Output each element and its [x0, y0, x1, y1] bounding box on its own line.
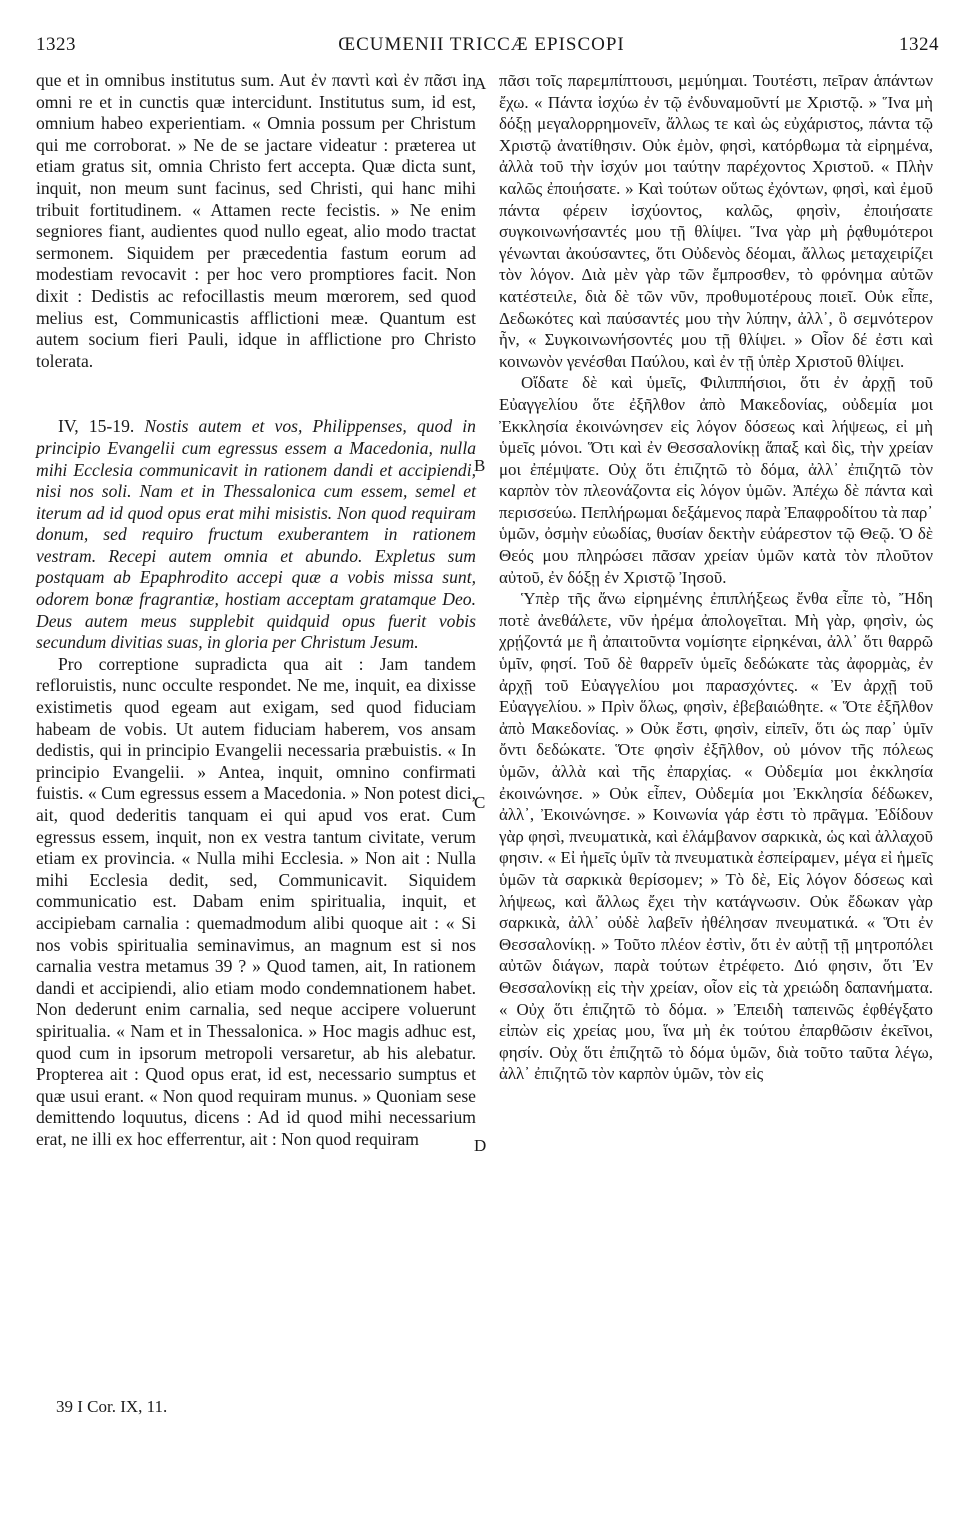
- latin-paragraph-1: que et in omnibus institutus sum. Aut ἐν παντὶ καὶ ἐν πᾶσι in omni re et in cunctis quæ intercidunt. Institutus sum, id est, omnium habeo experientiam. « Omnia possum per Christum qui me corroborat. » Ne de se jactare videatur : præterea ut etiam gratus sit, omnia Christo fert accepta. Quæ dicta sunt, inquit, non meum sunt facinus, sed Christi, qui hanc mihi tribuit fortitudinem. « Attamen recte fecistis. » Ne enim segniores fiant, audientes quod nullo egeat, alio modo tractat sermonem. Siquidem per præcedentia fastum eorum ad modestiam revocavit : per hoc vero promptiores facit. Non dixit : Dedistis ac refocillastis meum mœrorem, sed quod melius est, Communicastis afflictioni meæ. Quantum est autem socium fieri Pauli, idque in afflictione pro Christo tolerata.: [36, 70, 476, 371]
- greek-paragraph-3: Ὑπὲρ τῆς ἄνω εἰρημένης ἐπιπλήξεως ἔνθα εἶπε τὸ, Ἤδη ποτὲ ἀνεθάλετε, νῦν ἠρέμα ἀπολογεῖται. Μὴ γὰρ, φησὶν, ὡς χρῄζοντά με ἢ ἀπαιτοῦντα νομίσητε εἰρηκέναι, ἀλλ᾽ ὅτι θαρρῶ ὑμῖν, φησί. Τοῦ δὲ θαρρεῖν ὑμεῖς δεδώκατε τὰς ἀφορμὰς, ἐν ἀρχῇ τοῦ Εὐαγγελίου μοι παρασχόντες. « Ἐν ἀρχῇ τοῦ Εὐαγγελίου. » Πρὶν ὅλως, φησὶν, ἐβεβαιώθητε. « Ὅτε ἐξῆλθον ἀπὸ Μακεδονίας. » Οὐκ ἔστι, φησὶν, εἰπεῖν, ὅτι ὡς παρ᾽ ὑμῖν ὄντι δεδώκατε. Ὅτε φησὶν ἐξῆλθον, οὐ μόνον τῆς πόλεως ὑμῶν, ἀλλὰ καὶ τῆς ἐπαρχίας. « Οὐδεμία μοι ἐκκλησία ἐκοινώνησε. » Οὐκ εἶπεν, Οὐδεμία μοι Ἐκκλησία δέδωκεν, ἀλλ᾽, Ἐκοινώνησε. » Κοινωνία γάρ ἐστι τὸ πρᾶγμα. Ἐδίδουν γὰρ φησὶ, πνευματικὰ, καὶ ἐλάμβανον σαρκικὰ, ὡς καὶ ἀλλαχοῦ φησιν. « Εἰ ἡμεῖς ὑμῖν τὰ πνευματικὰ ἐσπείραμεν, μέγα εἰ ἡμεῖς ὑμῶν τὰ σαρκικὰ θερίσομεν; » Τὸ δὲ, Εἰς λόγον δόσεως καὶ λήψεως, καὶ ἄλλως ἔχει τὴν κατάγνωσιν. Οὐκ ἔδωκαν γὰρ σαρκικὰ, ἀλλ᾽ οὐδὲ λαβεῖν ἠθέλησαν πνευματικά. « Ὅτι ἐν Θεσσαλονίκῃ. » Τοῦτο πλέον ἐστὶν, ὅτι ἐν αὐτῇ τῇ μητροπόλει αὐτῶν διάγων, παρὰ τούτων ἐτρέφετο. Διό φησιν, ὅτι Ἐν Θεσσαλονίκῃ εἰς τὴν χρείαν, οἷον εἰς τὰ χρειώδη δαπανήματα. « Οὐχ ὅτι ἐπιζητῶ τὸ δόμα. » Ἐπειδὴ ταπεινῶς ἐφθέγξατο εἰπὼν εἰς χρείας μου, ἵνα μὴ ἐκ τούτου ἐπαρθῶσιν ἐκεῖνοι, φησίν. Οὐχ ὅτι ἐπιζητῶ τὸ δόμα ὑμῶν, διὰ τοῦτο ταῦτα λέγω, ἀλλ᾽ ἐπιζητῶ τὸν καρπὸν ὑμῶν, τὸν εἰς: [499, 589, 933, 1084]
- greek-paragraph-2: Οἴδατε δὲ καὶ ὑμεῖς, Φιλιππήσιοι, ὅτι ἐν ἀρχῇ τοῦ Εὐαγγελίου ὅτε ἐξῆλθον ἀπὸ Μακεδονίας, οὐδεμία μοι Ἐκκλησία ἐκοινώνησεν εἰς λόγον δόσεως καὶ λήψεως, εἰ μὴ ὑμεῖς μόνοι. Ὅτι καὶ ἐν Θεσσαλονίκῃ ἅπαξ καὶ δὶς, τὴν χρείαν μοι ἐπέμψατε. Οὐχ ὅτι ἐπιζητῶ τὸ δόμα, ἀλλ᾽ ἐπιζητῶ τὸν καρπὸν τὸν πλεονάζοντα εἰς λόγον ὑμῶν. Ἀπέχω δὲ πάντα καὶ περισσεύω. Πεπλήρωμαι δεξάμενος παρὰ Ἐπαφροδίτου τὰ παρ᾽ ὑμῶν, ὀσμὴν εὐωδίας, θυσίαν δεκτὴν εὐάρεστον τῷ Θεῷ. Ὁ δὲ Θεός μου πληρώσει πᾶσαν χρείαν ὑμῶν κατὰ τὸν πλοῦτον αὐτοῦ, ἐν δόξῃ ἐν Χριστῷ Ἰησοῦ.: [499, 373, 933, 587]
- latin-paragraph-3: Pro correptione supradicta qua ait : Jam tandem refloruistis, nunc occulte respondet. Ne me, inquit, ea dixisse existimetis quod egeam aut exigam, sed quod fiduciam habeam de vobis. Ut autem fiduciam haberem, vos ansam dedistis, qui in principio Evangelii necessaria præbuistis. « In principio Evangelii. » Antea, inquit, omnino confirmati fuistis. « Cum egressus essem a Macedonia. » Non potest dici, ait, quod dederitis tanquam ei qui apud vos erat. Cum egressus essem, inquit, non ex vestra tantum civitate, verum etiam ex provincia. « Nulla mihi Ecclesia. » Non ait : Nulla mihi Ecclesia dedit, sed, Communicavit. Siquidem communicatio est. Dabam enim spiritualia, inquit, et accipiebam carnalia : quemadmodum alibi quoque ait : « Si nos vobis spiritualia seminavimus, an magnum est si nos carnalia vestra metamus 39 ? » Quod tamen, ait, In rationem dandi et accipiendi, alio etiam modo condemnationem habet. Non dederunt enim carnalia, sed neque accipere voluerunt spiritualia. « Nam et in Thessalonica. » Hoc magis adhuc est, quod cum in ipsorum metropoli versaretur, ab his alebatur. Propterea ait : Quod opus erat, id est, necessario sumptus et quæ usui erant. « Non quod requiram munus. » Quoniam sese demittendo loquutus, dicens : Ad id quod mihi necessarium erat, ne illi ex hoc efferrentur, ait : Non quod requiram: [36, 653, 476, 1149]
- scripture-text: Nostis autem et vos, Philippenses, quod in principio Evangelii cum egressus essem a Macedonia, nulla mihi Ecclesia communicavit in rationem dandi et accipiendi, nisi nos soli. Nam et in Thessalonica cum essem, semel et iterum ad id quod opus erat mihi misistis. Non quod requiram donum, sed requiro fructum exuberantem in rationem vestram. Recepi autem omnia et abundo. Expletus sum postquam ab Epaphrodito accepi quæ a vobis missa sunt, odorem bonæ fragrantiæ, hostiam acceptam gratamque Deo. Deus autem meus supplebit quidquid opus fuerit vobis secundum divitias suas, in gloria per Christum Jesum.: [36, 416, 476, 653]
- running-head: ŒCUMENII TRICCÆ EPISCOPI: [338, 34, 625, 55]
- margin-marker-a: A: [474, 74, 487, 93]
- greek-column: [499, 70, 933, 1085]
- margin-marker-d: D: [474, 1136, 487, 1155]
- margin-marker-c: C: [474, 793, 486, 812]
- page-number-right: 1324: [899, 34, 939, 55]
- greek-paragraph-1: πᾶσι τοῖς παρεμπίπτουσι, μεμύημαι. Τουτέστι, πεῖραν ἁπάντων ἔχω. « Πάντα ἰσχύω ἐν τῷ ἐνδυναμοῦντί με Χριστῷ. » Ἵνα μὴ δόξῃ μεγαλορρημονεῖν, ἄλλως τε καὶ ὡς εὐχάριστος, πάντα τῷ Χριστῷ ἀνατίθησιν. Οὐκ ἐμὸν, φησὶ, κατόρθωμα τὰ εἰρημένα, ἀλλὰ τοῦ τὴν ἰσχύν μοι ταύτην παρέχοντος Χριστοῦ. « Πλὴν καλῶς ἐποιήσατε. » Καὶ τούτων οὕτως ἐχόντων, φησὶ, καὶ ἐμοῦ πάντα φέρειν ἰσχύοντος, καλῶς, φησὶν, ἐποιήσατε συγκοινωνήσαντές μου τῇ θλίψει. Ἵνα γὰρ μὴ ῥᾳθυμότεροι γένωνται ἀκούσαντες, ὅτι Οὐδενὸς δέομαι, ἄλλως μεταχειρίζει τὸν λόγον. Διὰ μὲν γὰρ τῶν ἔμπροσθεν, τὸ φρόνημα αὐτῶν κατέστειλε, διὰ δὲ τῶν νῦν, προθυμοτέρους ποιεῖ. Οὐκ εἶπε, Δεδωκότες καὶ παύσαντές μου τὴν λύπην, ἀλλ᾽, ὃ σεμνότερον ἦν, « Συγκοινωνήσοντές μου τῇ θλίψει. » Οἷον δέ ἐστι καὶ κοινωνὸν γενέσθαι Παύλου, καὶ ἐν τῇ ὑπὲρ Χριστοῦ θλίψει.: [499, 71, 933, 371]
- footnote: 39 I Cor. IX, 11.: [56, 1397, 168, 1416]
- latin-paragraph-2: [36, 416, 476, 654]
- margin-marker-b: B: [474, 456, 486, 475]
- scripture-reference: IV, 15-19.: [58, 416, 135, 437]
- page-number-left: 1323: [36, 34, 76, 55]
- latin-column: [36, 70, 476, 1151]
